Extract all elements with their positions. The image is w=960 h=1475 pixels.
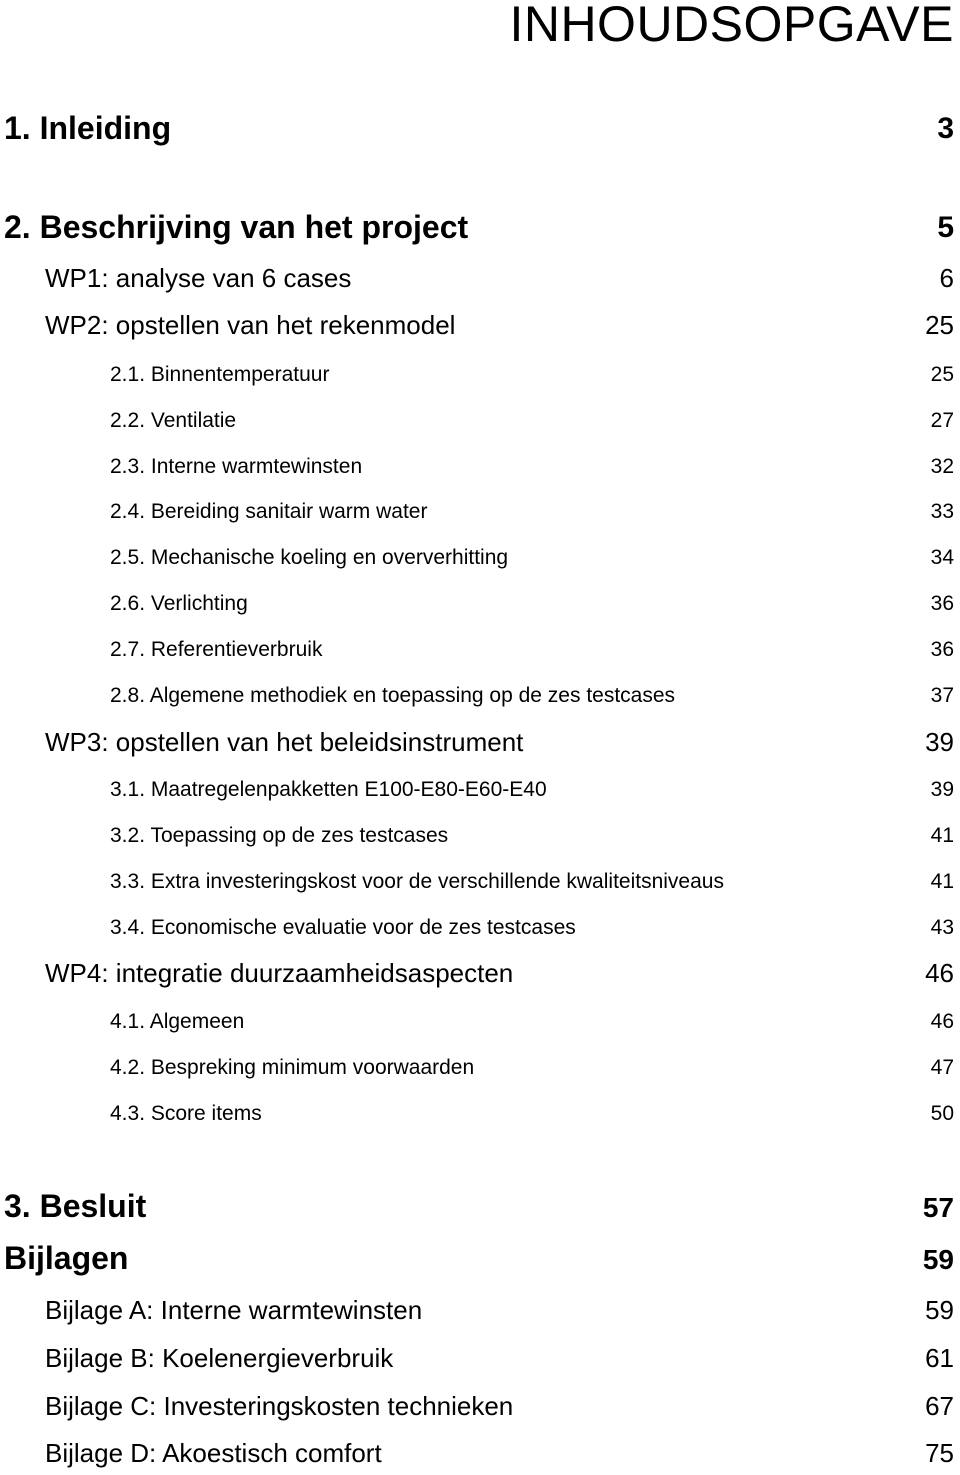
toc-entry-label: 2.3. Interne warmtewinsten	[110, 455, 363, 478]
toc-entry-label: 3.2. Toepassing op de zes testcases	[110, 824, 449, 847]
toc-page-number: 41	[930, 824, 954, 847]
toc-page-number: 27	[930, 409, 954, 432]
toc-page-number: 34	[930, 546, 954, 569]
toc-page-number: 46	[925, 958, 954, 988]
toc-page-number: 43	[930, 916, 954, 939]
toc-entry-label: 3.3. Extra investeringskost voor de verschillende kwaliteitsniveaus	[110, 870, 724, 893]
toc-page-number: 41	[930, 870, 954, 893]
toc-page-number: 47	[930, 1056, 954, 1079]
toc-entry-label: Bijlage D: Akoestisch comfort	[45, 1438, 382, 1468]
toc-entry-label: WP4: integratie duurzaamheidsaspecten	[45, 958, 514, 988]
toc-page-number: 33	[930, 500, 954, 523]
toc-entry-label: 4.1. Algemeen	[110, 1010, 245, 1033]
toc-page-number: 6	[939, 263, 954, 293]
toc-entry-label: 2. Beschrijving van het project	[4, 209, 469, 245]
toc-page-number: 25	[925, 310, 954, 340]
toc-page-number: 61	[925, 1343, 954, 1373]
toc-page-number: 3	[937, 112, 954, 145]
toc-entry-label: 4.2. Bespreking minimum voorwaarden	[110, 1056, 475, 1079]
toc-page-number: 39	[930, 778, 954, 801]
toc-page-number: 50	[930, 1102, 954, 1125]
toc-entry-label: 2.4. Bereiding sanitair warm water	[110, 500, 428, 523]
toc-page-number: 32	[930, 455, 954, 478]
toc-page-number: 25	[930, 363, 954, 386]
toc-entry-label: WP3: opstellen van het beleidsinstrument	[45, 727, 524, 757]
page-title: INHOUDSOPGAVE	[509, 0, 954, 52]
toc-page-number: 75	[925, 1438, 954, 1468]
toc-page-number: 46	[930, 1010, 954, 1033]
toc-entry-label: WP2: opstellen van het rekenmodel	[45, 310, 456, 340]
toc-entry-label: 2.1. Binnentemperatuur	[110, 363, 330, 386]
toc-page-number: 36	[930, 592, 954, 615]
toc-entry-label: Bijlage A: Interne warmtewinsten	[45, 1295, 423, 1325]
toc-page-number: 5	[937, 211, 954, 244]
toc-entry-label: 3.1. Maatregelenpakketten E100-E80-E60-E40	[110, 778, 547, 801]
toc-entry-label: 4.3. Score items	[110, 1102, 262, 1125]
toc-entry-label: 3.4. Economische evaluatie voor de zes testcases	[110, 916, 576, 939]
toc-entry-label: 2.6. Verlichting	[110, 592, 248, 615]
toc-page-number: 59	[925, 1295, 954, 1325]
toc-entry-label: Bijlagen	[4, 1240, 129, 1276]
toc-page-number: 57	[922, 1192, 954, 1223]
toc-page-number: 59	[922, 1244, 954, 1275]
toc-entry-label: 3. Besluit	[4, 1188, 147, 1224]
toc-page-number: 67	[925, 1391, 954, 1421]
toc-entry-label: 2.2. Ventilatie	[110, 409, 237, 432]
toc-page-number: 39	[925, 727, 954, 757]
toc-entry-label: Bijlage C: Investeringskosten technieken	[45, 1391, 514, 1421]
toc-entry-label: WP1: analyse van 6 cases	[45, 263, 352, 293]
toc-entry-label: 1. Inleiding	[4, 110, 172, 146]
toc-entry-label: Bijlage B: Koelenergieverbruik	[45, 1343, 394, 1373]
toc-entry-label: 2.7. Referentieverbruik	[110, 638, 323, 661]
toc-entry-label: 2.5. Mechanische koeling en oververhitting	[110, 546, 509, 569]
toc-page-number: 36	[930, 638, 954, 661]
toc-entry-label: 2.8. Algemene methodiek en toepassing op de zes testcases	[110, 684, 676, 707]
toc-page-number: 37	[930, 684, 954, 707]
